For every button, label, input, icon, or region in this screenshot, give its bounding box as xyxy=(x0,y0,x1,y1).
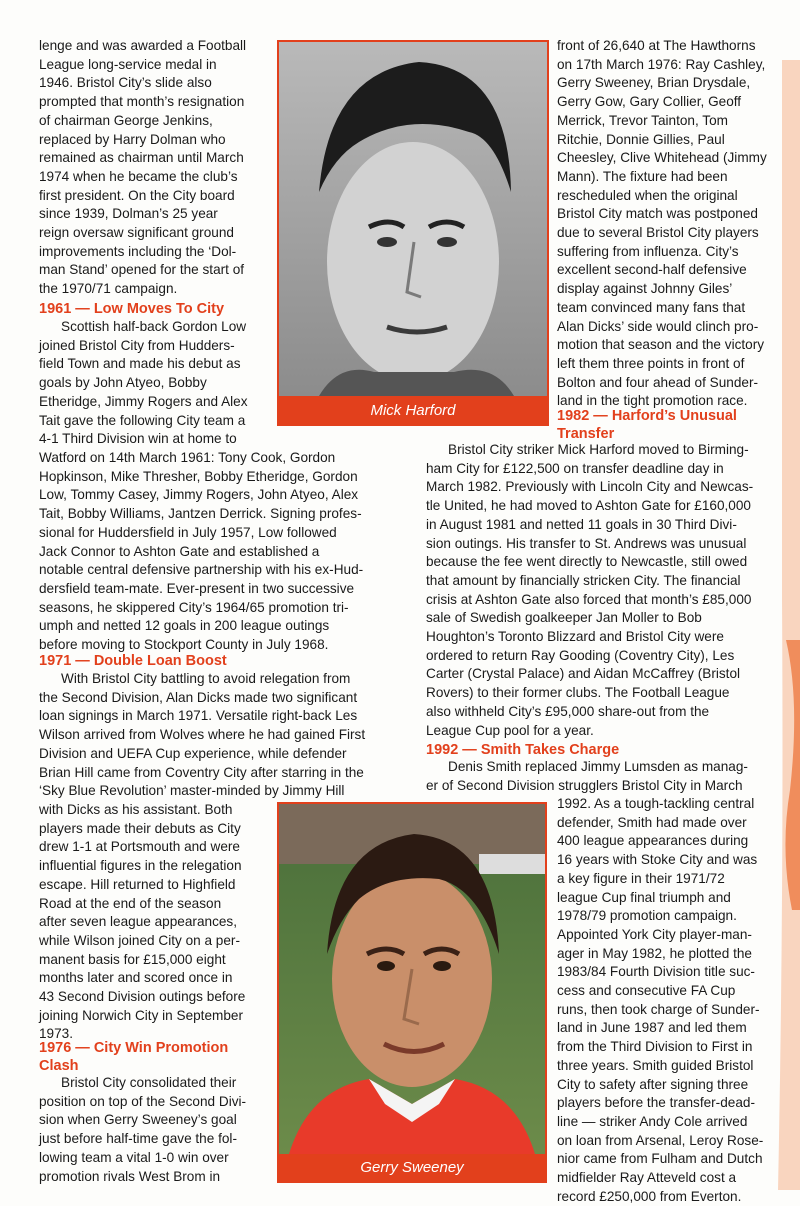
text-line: er of Second Division strugglers Bristol City in March xyxy=(426,777,743,793)
text-line: also withheld City’s £95,000 share-out from the xyxy=(426,703,710,719)
text-line: loan signings in March 1971. Versatile right-back Les xyxy=(39,708,358,724)
text-line: front of 26,640 at The Hawthorns xyxy=(557,38,756,53)
text-line: prompted that month’s resignation xyxy=(39,94,245,110)
gerry-sweeney-portrait-image xyxy=(279,804,545,1154)
text-line: from the Third Division to First in xyxy=(557,1039,753,1055)
gerry-sweeney-caption: Gerry Sweeney xyxy=(360,1159,464,1176)
text-line: 4-1 Third Division win at home to xyxy=(39,431,237,447)
text-line: remained as chairman until March xyxy=(39,150,244,166)
text-line: suffering from influenza. City’s xyxy=(557,243,739,259)
text-line: Alan Dicks’ side would clinch pro- xyxy=(557,318,759,334)
text-line: Appointed York City player-man- xyxy=(557,926,752,942)
text-line: 1974 when he became the club’s xyxy=(39,168,238,184)
text-line: position on top of the Second Divi- xyxy=(39,1093,247,1109)
section-1976-text xyxy=(39,1074,269,1186)
text-line: City to safety after signing three xyxy=(557,1076,749,1092)
text-line: Carter (Crystal Palace) and Aidan McCaffrey (Bristol xyxy=(426,666,741,682)
text-line: manent basis for £15,000 eight xyxy=(39,951,226,967)
text-line: Division and UEFA Cup experience, while defender xyxy=(39,745,347,761)
text-line: in August 1981 and netted 11 goals in 30 Third Divi- xyxy=(426,516,737,532)
text-line: first president. On the City board xyxy=(39,187,235,203)
text-line: land in the tight promotion race. xyxy=(557,393,748,409)
photo-mick-harford xyxy=(277,40,549,426)
text-line: players made their debuts as City xyxy=(39,820,241,836)
text-line: Houghton’s Toronto Blizzard and Bristol City were xyxy=(426,629,724,645)
text-line: midfielder Ray Atteveld cost a xyxy=(557,1170,737,1186)
text-line: 16 years with Stoke City and was xyxy=(557,852,758,868)
text-line: Mann). The fixture had been xyxy=(557,168,728,184)
text-line: reign oversaw significant ground xyxy=(39,225,234,241)
text-line: With Bristol City battling to avoid relegation from xyxy=(61,671,351,686)
text-line: while Wilson joined City on a per- xyxy=(39,932,240,948)
col3-continued-text xyxy=(557,37,789,411)
text-line: ham City for £122,500 on transfer deadline day in xyxy=(426,460,724,476)
text-line: Etheridge, Jimmy Rogers and Alex xyxy=(39,393,248,409)
text-line: Merrick, Trevor Tainton, Tom xyxy=(557,112,728,128)
text-line: sale of Swedish goalkeeper Jan Moller to Bob xyxy=(426,610,702,626)
text-line: joined Bristol City from Hudders- xyxy=(39,337,235,353)
text-line: field Town and made his debut as xyxy=(39,356,241,372)
text-line: Low, Tommy Casey, Jimmy Rogers, John Atyeo, Alex xyxy=(39,487,359,503)
text-line: promotion rivals West Brom in xyxy=(39,1168,221,1184)
section-1992-wide xyxy=(426,758,788,795)
text-line: because the fee went directly to Newcastle, still owed xyxy=(426,554,748,570)
text-line: nior came from Fulham and Dutch xyxy=(557,1151,763,1167)
text-line: 1978/79 promotion campaign. xyxy=(557,908,737,924)
text-line: Cheesley, Clive Whitehead (Jimmy xyxy=(557,150,767,166)
text-line: the Second Division, Alan Dicks made two significant xyxy=(39,689,358,705)
text-line: on loan from Arsenal, Leroy Rose- xyxy=(557,1132,764,1148)
text-line: rescheduled when the original xyxy=(557,187,738,203)
text-line: Jack Connor to Ashton Gate and established a xyxy=(39,543,320,559)
section-heading-1982-line2: Transfer xyxy=(557,426,615,442)
text-line: on 17th March 1976: Ray Cashley, xyxy=(557,56,766,72)
text-line: March 1982. Previously with Lincoln City and Newcas- xyxy=(426,479,754,495)
text-line: Denis Smith replaced Jimmy Lumsden as manag- xyxy=(448,759,748,774)
text-line: League long-service medal in xyxy=(39,56,217,72)
section-heading-1976-line2: Clash xyxy=(39,1058,79,1074)
side-decoration-band xyxy=(774,0,800,1190)
text-line: Road at the end of the season xyxy=(39,895,222,911)
text-line: dersfield team-mate. Ever-present in two successive xyxy=(39,580,355,596)
section-heading-1982-line1: 1982 — Harford’s Unusual xyxy=(557,408,737,424)
text-line: Rovers) to their former clubs. The Football League xyxy=(426,685,730,701)
text-line: of chairman George Jenkins, xyxy=(39,112,213,128)
text-line: line — striker Andy Cole arrived xyxy=(557,1113,748,1129)
text-line: man Stand’ opened for the start of xyxy=(39,262,245,278)
section-1982-text xyxy=(426,441,788,740)
text-line: ordered to return Ray Gooding (Coventry City), Les xyxy=(426,647,735,663)
text-line: Hopkinson, Mike Thresher, Bobby Etheridge, Gordon xyxy=(39,468,358,484)
section-heading-1976-line1: 1976 — City Win Promotion xyxy=(39,1040,229,1056)
text-line: 1946. Bristol City’s slide also xyxy=(39,75,212,91)
text-line: notable central defensive partnership with his ex-Hud- xyxy=(39,562,364,578)
section-1971-narrow xyxy=(39,801,269,1044)
section-heading-1961: 1961 — Low Moves To City xyxy=(39,301,225,317)
text-line: joining Norwich City in September xyxy=(39,1007,243,1023)
text-line: just before half-time gave the fol- xyxy=(39,1131,237,1147)
section-heading-1976 xyxy=(39,1039,228,1075)
text-line: that amount by financially stricken City. The financial xyxy=(426,572,741,588)
text-line: team convinced many fans that xyxy=(557,299,746,315)
text-line: drew 1-1 at Portsmouth and were xyxy=(39,839,240,855)
text-line: ager in May 1982, he plotted the xyxy=(557,945,752,961)
text-line: sional for Huddersfield in July 1957, Low followed xyxy=(39,524,337,540)
text-line: defender, Smith had made over xyxy=(557,814,747,830)
text-line: lenge and was awarded a Football xyxy=(39,38,247,53)
text-line: Watford on 14th March 1961: Tony Cook, Gordon xyxy=(39,450,336,465)
text-line: due to several Bristol City players xyxy=(557,225,759,241)
text-line: cess and consecutive FA Cup xyxy=(557,983,736,999)
text-line: after seven league appearances, xyxy=(39,914,238,930)
text-line: months later and scored once in xyxy=(39,970,233,986)
text-line: Bolton and four ahead of Sunder- xyxy=(557,374,759,390)
section-1961-narrow xyxy=(39,318,269,449)
text-line: runs, then took charge of Sunder- xyxy=(557,1001,760,1017)
text-line: Tait, Bobby Williams, Jantzen Derrick. Signing profes- xyxy=(39,506,362,522)
text-line: Gerry Gow, Gary Collier, Geoff xyxy=(557,94,742,110)
text-line: umph and netted 12 goals in 200 league outings xyxy=(39,618,330,634)
section-heading-1982 xyxy=(557,407,737,443)
mick-harford-portrait-image xyxy=(279,42,547,396)
text-line: Ritchie, Donnie Gillies, Paul xyxy=(557,131,725,147)
text-line: replaced by Harry Dolman who xyxy=(39,131,226,147)
intro-text xyxy=(39,37,269,299)
text-line: Tait gave the following City team a xyxy=(39,412,246,428)
text-line: 1983/84 Fourth Division title suc- xyxy=(557,964,755,980)
text-line: a key figure in their 1971/72 xyxy=(557,870,725,886)
photo-gerry-sweeney xyxy=(277,802,547,1183)
section-1971-wide xyxy=(39,670,400,801)
text-line: before moving to Stockport County in July 1968. xyxy=(39,637,329,653)
text-line: excellent second-half defensive xyxy=(557,262,747,278)
text-line: since 1939, Dolman’s 25 year xyxy=(39,206,218,222)
text-line: League Cup pool for a year. xyxy=(426,722,594,738)
text-line: ‘Sky Blue Revolution’ master-minded by Jimmy Hill xyxy=(39,783,345,799)
section-heading-1971: 1971 — Double Loan Boost xyxy=(39,653,227,669)
text-line: left them three points in front of xyxy=(557,355,745,371)
text-line: land in June 1987 and led them xyxy=(557,1020,747,1036)
text-line: goals by John Atyeo, Bobby xyxy=(39,375,207,391)
text-line: lowing team a vital 1-0 win over xyxy=(39,1149,229,1165)
text-line: Bristol City match was postponed xyxy=(557,206,758,222)
text-line: crisis at Ashton Gate also forced that month’s £85,000 xyxy=(426,591,752,607)
text-line: Gerry Sweeney, Brian Drysdale, xyxy=(557,75,751,91)
text-line: motion that season and the victory xyxy=(557,337,765,353)
text-line: 43 Second Division outings before xyxy=(39,989,246,1005)
text-line: Bristol City consolidated their xyxy=(61,1075,237,1090)
text-line: with Dicks as his assistant. Both xyxy=(39,802,233,817)
text-line: tle United, he had moved to Ashton Gate for £160,000 xyxy=(426,498,751,514)
text-line: players before the transfer-dead- xyxy=(557,1095,755,1111)
text-line: sion outings. His transfer to St. Andrews was unusual xyxy=(426,535,747,551)
text-line: 1973. xyxy=(39,1026,74,1042)
text-line: sion when Gerry Sweeney’s goal xyxy=(39,1112,237,1128)
mick-harford-caption: Mick Harford xyxy=(370,402,456,419)
section-1961-wide xyxy=(39,449,400,655)
section-1992-narrow xyxy=(557,795,789,1206)
section-heading-1992: 1992 — Smith Takes Charge xyxy=(426,742,620,758)
text-line: the 1970/71 campaign. xyxy=(39,281,178,297)
text-line: Scottish half-back Gordon Low xyxy=(61,319,247,334)
text-line: improvements including the ‘Dol- xyxy=(39,243,237,259)
text-line: seasons, he skippered City’s 1964/65 promotion tri- xyxy=(39,599,349,615)
text-line: league Cup final triumph and xyxy=(557,889,731,905)
text-line: Bristol City striker Mick Harford moved to Birming- xyxy=(448,442,749,457)
text-line: escape. Hill returned to Highfield xyxy=(39,876,236,892)
text-line: three years. Smith guided Bristol xyxy=(557,1057,754,1073)
text-line: Wilson arrived from Wolves where he had gained First xyxy=(39,727,366,743)
text-line: influential figures in the relegation xyxy=(39,858,242,874)
text-line: 400 league appearances during xyxy=(557,833,749,849)
text-line: record £250,000 from Everton. xyxy=(557,1188,742,1204)
text-line: display against Johnny Giles’ xyxy=(557,281,733,297)
text-line: Brian Hill came from Coventry City after starring in the xyxy=(39,764,364,780)
text-line: 1992. As a tough-tackling central xyxy=(557,796,755,811)
